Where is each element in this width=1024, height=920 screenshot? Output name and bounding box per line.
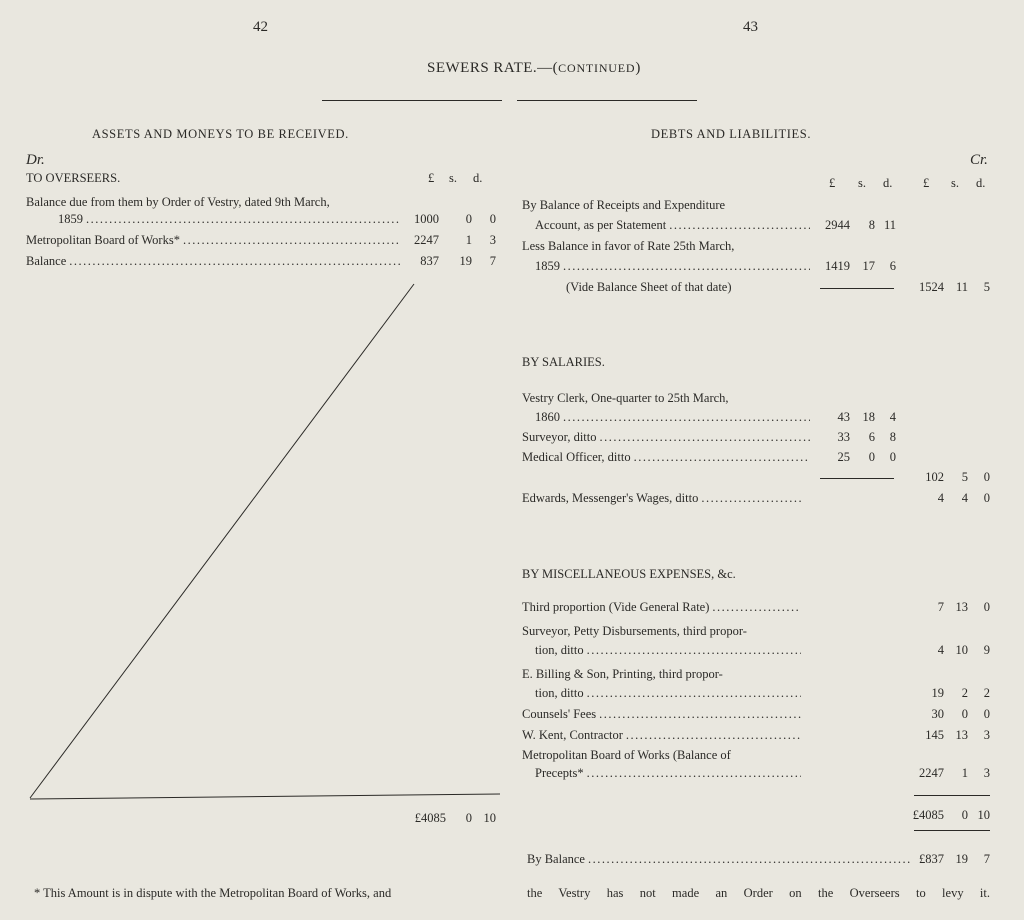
amount-shillings: 19 — [955, 852, 968, 866]
salary-label: Surveyor, ditto ..... — [522, 430, 813, 445]
to-overseers-heading: TO OVERSEERS. — [26, 171, 121, 185]
col-shillings: s. — [449, 171, 457, 185]
amount-shillings: 6 — [868, 430, 875, 444]
amount-pence: 8 — [889, 430, 896, 444]
amount-pounds: 25 — [837, 450, 850, 464]
misc-rule-top — [914, 795, 990, 796]
amount-pounds: 1419 — [825, 259, 850, 273]
misc-label-line2: Precepts* ..... — [535, 766, 804, 781]
amount-pounds: 2247 — [414, 233, 439, 247]
amount-pounds: 1524 — [919, 280, 944, 294]
misc-label-line2: tion, ditto ..... — [535, 643, 804, 658]
title-rule-right — [517, 100, 697, 101]
misc-label-line2: tion, ditto ..... — [535, 686, 804, 701]
amount-pence: 9 — [983, 643, 990, 657]
total-shillings: 0 — [961, 808, 968, 822]
amount-pence: 5 — [983, 280, 990, 294]
amount-pence: 11 — [883, 218, 896, 232]
col-pence-2: d. — [976, 176, 986, 190]
total-pounds: £4085 — [912, 808, 944, 822]
less-balance-label-line2: 1859 ..... — [535, 259, 813, 274]
amount-pounds: £837 — [919, 852, 944, 866]
amount-pence: 0 — [983, 491, 990, 505]
amount-shillings: 8 — [868, 218, 875, 232]
amount-shillings: 0 — [961, 707, 968, 721]
amount-pounds: 43 — [837, 410, 850, 424]
amount-pounds: 7 — [937, 600, 944, 614]
amount-shillings: 19 — [459, 254, 472, 268]
salary-label-line2: 1860 ..... — [535, 410, 813, 425]
total-pence: 10 — [977, 808, 990, 822]
col-shillings-2: s. — [951, 176, 959, 190]
misc-label: Metropolitan Board of Works (Balance of — [522, 748, 731, 762]
salaries-rule — [820, 478, 894, 479]
amount-shillings: 1 — [961, 766, 968, 780]
asset-label-line2: 1859 ..... — [58, 212, 403, 227]
amount-pounds: 4 — [937, 491, 944, 505]
vide-label: (Vide Balance Sheet of that date) — [566, 280, 732, 294]
footnote-left: * This Amount is in dispute with the Metropolitan Board of Works, and — [34, 886, 392, 900]
assets-heading: ASSETS AND MONEYS TO BE RECEIVED. — [92, 127, 349, 141]
amount-pence: 0 — [489, 212, 496, 226]
amount-shillings: 11 — [955, 280, 968, 294]
amount-shillings: 17 — [862, 259, 875, 273]
amount-shillings: 5 — [961, 470, 968, 484]
amount-pence: 2 — [983, 686, 990, 700]
asset-label: Balance due from them by Order of Vestry, dated 9th March, — [26, 195, 330, 209]
misc-label: Surveyor, Petty Disbursements, third propor- — [522, 624, 747, 638]
salaries-heading: BY SALARIES. — [522, 355, 605, 369]
salary-label: Vestry Clerk, One-quarter to 25th March, — [522, 391, 729, 405]
page-title: SEWERS RATE.—(CONTINUED) — [427, 60, 641, 76]
receipts-label-line2: Account, as per Statement ..... — [535, 218, 813, 233]
col-pence: d. — [473, 171, 483, 185]
col-pounds-2: £ — [923, 176, 930, 190]
salary-label: Medical Officer, ditto ..... — [522, 450, 813, 465]
receipts-rule — [820, 288, 894, 289]
amount-pence: 7 — [489, 254, 496, 268]
amount-pounds: 2944 — [825, 218, 850, 232]
amount-pence: 0 — [983, 600, 990, 614]
amount-pence: 6 — [889, 259, 896, 273]
amount-pence: 0 — [889, 450, 896, 464]
misc-label: E. Billing & Son, Printing, third propor- — [522, 667, 723, 681]
col-pounds-1: £ — [829, 176, 836, 190]
diagonal-filler-line — [0, 0, 512, 820]
liabilities-heading: DEBTS AND LIABILITIES. — [651, 127, 812, 141]
page-number-left: 42 — [253, 19, 268, 35]
col-pence-1: d. — [883, 176, 893, 190]
amount-shillings: 13 — [955, 728, 968, 742]
amount-pence: 3 — [983, 766, 990, 780]
misc-heading: BY MISCELLANEOUS EXPENSES, &c. — [522, 567, 736, 581]
amount-pounds: 33 — [837, 430, 850, 444]
total-pence: 10 — [483, 811, 496, 825]
amount-shillings: 18 — [862, 410, 875, 424]
amount-shillings: 0 — [465, 212, 472, 226]
amount-pounds: 145 — [925, 728, 944, 742]
amount-shillings: 10 — [955, 643, 968, 657]
cr-label: Cr. — [970, 152, 988, 168]
amount-pence: 3 — [983, 728, 990, 742]
amount-shillings: 0 — [868, 450, 875, 464]
amount-pounds: 4 — [937, 643, 944, 657]
misc-label: Third proportion (Vide General Rate) ..... — [522, 600, 804, 615]
amount-pence: 0 — [983, 707, 990, 721]
messenger-label: Edwards, Messenger's Wages, ditto ..... — [522, 491, 804, 506]
misc-label: Counsels' Fees ..... — [522, 707, 804, 722]
dr-label: Dr. — [26, 152, 45, 168]
total-pounds: £4085 — [414, 811, 446, 825]
amount-pounds: 2247 — [919, 766, 944, 780]
col-shillings-1: s. — [858, 176, 866, 190]
amount-pence: 3 — [489, 233, 496, 247]
amount-pence: 7 — [983, 852, 990, 866]
misc-label: W. Kent, Contractor ..... — [522, 728, 804, 743]
amount-shillings: 2 — [961, 686, 968, 700]
asset-label: Balance ..... — [26, 254, 403, 269]
total-rule — [914, 830, 990, 831]
less-balance-label: Less Balance in favor of Rate 25th March, — [522, 239, 735, 253]
amount-pence: 0 — [983, 470, 990, 484]
by-balance-label: By Balance ..... — [527, 852, 915, 867]
total-shillings: 0 — [465, 811, 472, 825]
amount-shillings: 1 — [465, 233, 472, 247]
amount-pence: 4 — [889, 410, 896, 424]
amount-shillings: 13 — [955, 600, 968, 614]
amount-shillings: 4 — [961, 491, 968, 505]
page-number-right: 43 — [743, 19, 758, 35]
col-pounds: £ — [428, 171, 435, 185]
amount-pounds: 1000 — [414, 212, 439, 226]
asset-label: Metropolitan Board of Works* ..... — [26, 233, 403, 248]
amount-pounds: 102 — [925, 470, 944, 484]
amount-pounds: 19 — [931, 686, 944, 700]
amount-pounds: 837 — [420, 254, 439, 268]
receipts-label: By Balance of Receipts and Expenditure — [522, 198, 726, 212]
amount-pounds: 30 — [931, 707, 944, 721]
footnote-right: the Vestry has not made an Order on the Overseers to levy it. — [527, 886, 990, 900]
